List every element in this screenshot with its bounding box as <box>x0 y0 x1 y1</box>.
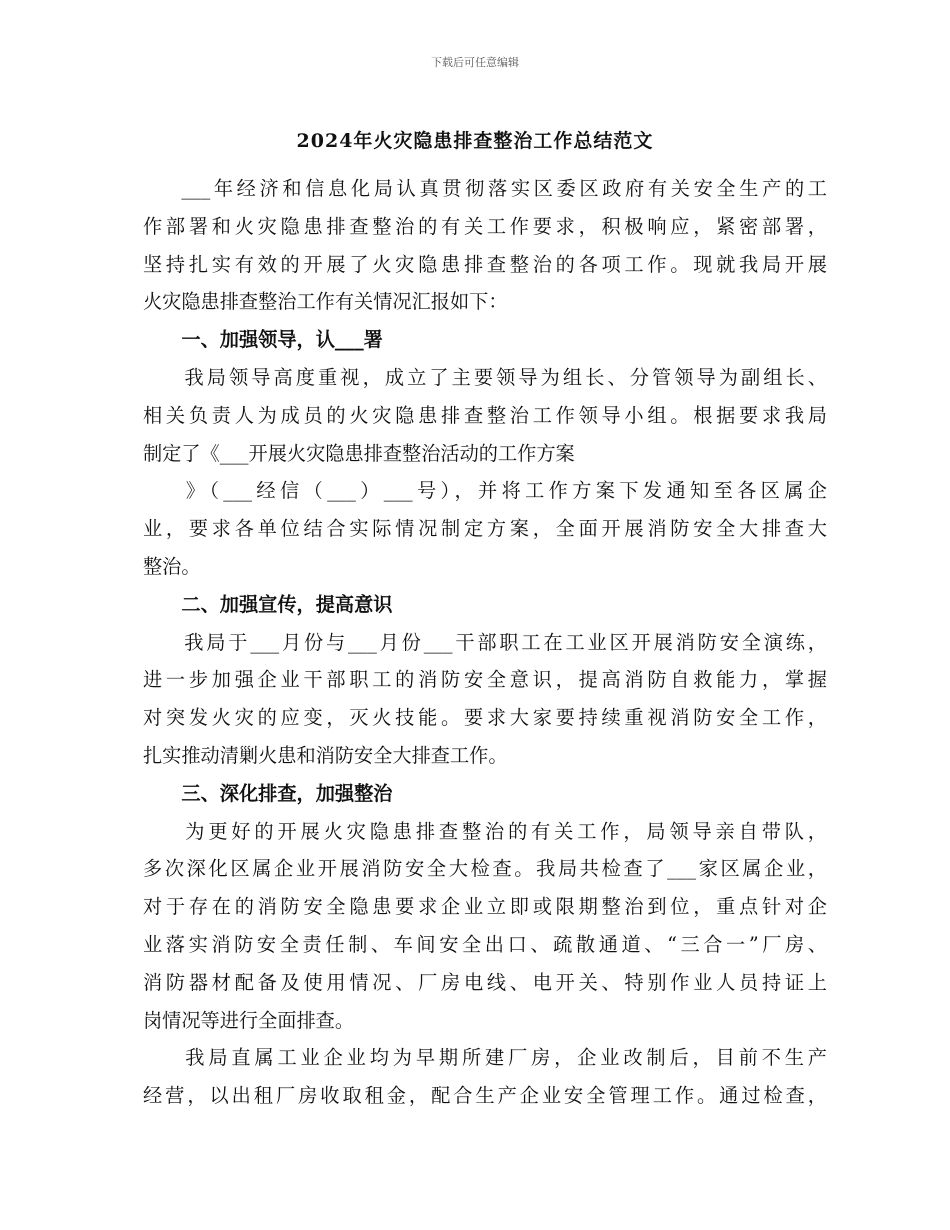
document-title: 2024年火灾隐患排查整治工作总结范文 <box>296 130 654 152</box>
paragraph-line: 经营，以出租厂房收取租金，配合生产企业安全管理工作。通过检查， <box>143 1084 827 1108</box>
paragraph-line: 多次深化区属企业开展消防安全大检查。我局共检查了___家区属企业， <box>143 857 827 881</box>
section-heading: 三、深化排查，加强整治 <box>181 781 393 805</box>
paragraph-line: 为更好的开展火灾隐患排查整治的有关工作，局领导亲自带队， <box>181 819 827 843</box>
paragraph-line: 岗情况等进行全面排查。 <box>143 1008 355 1032</box>
paragraph-line: 业落实消防安全责任制、车间安全出口、疏散通道、“三合一”厂房、 <box>143 932 827 956</box>
paragraph-line: 火灾隐患排查整治工作有关情况汇报如下： <box>143 290 508 314</box>
section-heading: 二、加强宣传，提高意识 <box>181 592 393 616</box>
paragraph-line: 消防器材配备及使用情况、厂房电线、电开关、特别作业人员持证上 <box>143 970 827 994</box>
paragraph-line: 整治。 <box>143 554 201 578</box>
paragraph-line: 坚持扎实有效的开展了火灾隐患排查整治的各项工作。现就我局开展 <box>143 252 827 276</box>
page-header-note: 下载后可任意编辑 <box>431 56 519 69</box>
paragraph-line: 对于存在的消防安全隐患要求企业立即或限期整治到位，重点针对企 <box>143 895 827 919</box>
paragraph-line: 我局于___月份与___月份___干部职工在工业区开展消防安全演练， <box>181 630 827 654</box>
document-body <box>143 170 827 1115</box>
paragraph-line: 作部署和火灾隐患排查整治的有关工作要求，积极响应，紧密部署， <box>143 214 827 238</box>
section-heading: 一、加强领导，认___署 <box>181 328 383 352</box>
paragraph-line: 对突发火灾的应变，灭火技能。要求大家要持续重视消防安全工作， <box>143 706 827 730</box>
paragraph-line: 我局直属工业企业均为早期所建厂房，企业改制后，目前不生产 <box>181 1046 827 1070</box>
paragraph-line: 》（___经信（___）___号），并将工作方案下发通知至各区属企 <box>181 479 827 503</box>
paragraph-line: 相关负责人为成员的火灾隐患排查整治工作领导小组。根据要求我局 <box>143 403 827 427</box>
paragraph-line: 进一步加强企业干部职工的消防安全意识，提高消防自救能力，掌握 <box>143 668 827 692</box>
paragraph-line: 制定了《___开展火灾隐患排查整治活动的工作方案 <box>143 441 575 465</box>
paragraph-line: 我局领导高度重视，成立了主要领导为组长、分管领导为副组长、 <box>181 365 827 389</box>
paragraph-line: ___年经济和信息化局认真贯彻落实区委区政府有关安全生产的工 <box>181 177 827 200</box>
paragraph-line: 扎实推动清剿火患和消防安全大排查工作。 <box>143 743 508 767</box>
paragraph-line: 业，要求各单位结合实际情况制定方案，全面开展消防安全大排查大 <box>143 517 827 541</box>
